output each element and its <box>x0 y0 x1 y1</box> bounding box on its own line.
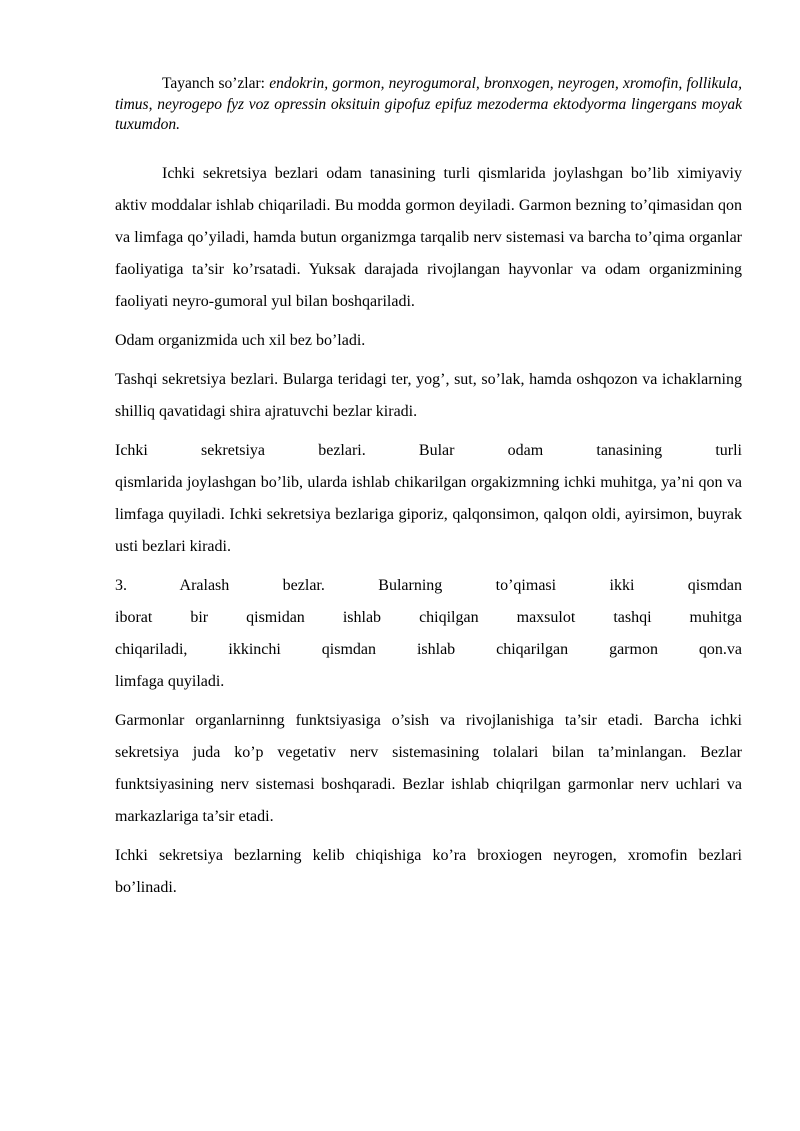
keywords-label: Tayanch so’zlar: <box>162 75 265 92</box>
paragraph-mixed-line3: chiqariladi, ikkinchi qismdan ishlab chiqarilgan garmon qon.va <box>115 640 742 658</box>
document-page <box>115 74 742 911</box>
paragraph-mixed-line1: 3. Aralash bezlar. Bularning to’qimasi ikki qismdan <box>115 576 742 594</box>
paragraph-gland-origin: Ichki sekretsiya bezlarning kelib chiqishiga ko’ra broxiogen neyrogen, xromofin bezlari bo’linadi. <box>115 846 742 896</box>
paragraph-endocrine-rest: qismlarida joylashgan bo’lib, ularda ishlab chikarilgan orgakizmning ichki muhitga, ya’ni qon va limfaga quyiladi. Ichki sekretsiya bezlariga giporiz, qalqonsimon, qalqon oldi, ayirsimon, buyrak usti bezlari kiradi. <box>115 473 742 555</box>
paragraph-endocrine-line1: Ichki sekretsiya bezlari. Bular odam tanasining turli <box>115 441 742 459</box>
paragraph-intro: Ichki sekretsiya bezlari odam tanasining turli qismlarida joylashgan bo’lib ximiyaviy aktiv moddalar ishlab chiqariladi. Bu modda gormon deyiladi. Garmon bezning to’qimasidan qon va limfaga qo’yiladi, hamda butun organizmga tarqalib nerv sistemasi va barcha to’qima organlar faoliyatiga ta’sir ko’rsatadi. Yuksak darajada rivojlangan hayvonlar va odam organizmining faoliyati neyro-gumoral yul bilan boshqariladi. <box>115 164 742 310</box>
paragraph-mixed-glands <box>115 570 742 698</box>
paragraph-exocrine: Tashqi sekretsiya bezlari. Bularga teridagi ter, yog’, sut, so’lak, hamda oshqozon va ichaklarning shilliq qavatidagi shira ajratuvchi bezlar kiradi. <box>115 370 742 420</box>
keywords-paragraph <box>115 74 742 136</box>
keywords-terms: endokrin, gormon, neyrogumoral, bronxogen, neyrogen, xromofin, follikula, timus, neyrogepo fyz voz opressin oksituin gipofuz epifuz mezoderma ektodyorma lingergans moyak tuxumdon. <box>115 75 743 133</box>
paragraph-mixed-line2: iborat bir qismidan ishlab chiqilgan maxsulot tashqi muhitga <box>115 608 742 626</box>
paragraph-mixed-line4: limfaga quyiladi. <box>115 672 225 690</box>
paragraph-hormone-function: Garmonlar organlarninng funktsiyasiga o’sish va rivojlanishiga ta’sir etadi. Barcha ichki sekretsiya juda ko’p vegetativ nerv sistemasining tolalari bilan ta’minlangan. Bezlar funktsiyasining nerv sistemasi boshqaradi. Bezlar ishlab chiqrilgan garmonlar nerv uchlari va markazlariga ta’sir etadi. <box>115 711 742 825</box>
paragraph-endocrine <box>115 435 742 563</box>
paragraph-gland-types: Odam organizmida uch xil bez bo’ladi. <box>115 331 366 349</box>
